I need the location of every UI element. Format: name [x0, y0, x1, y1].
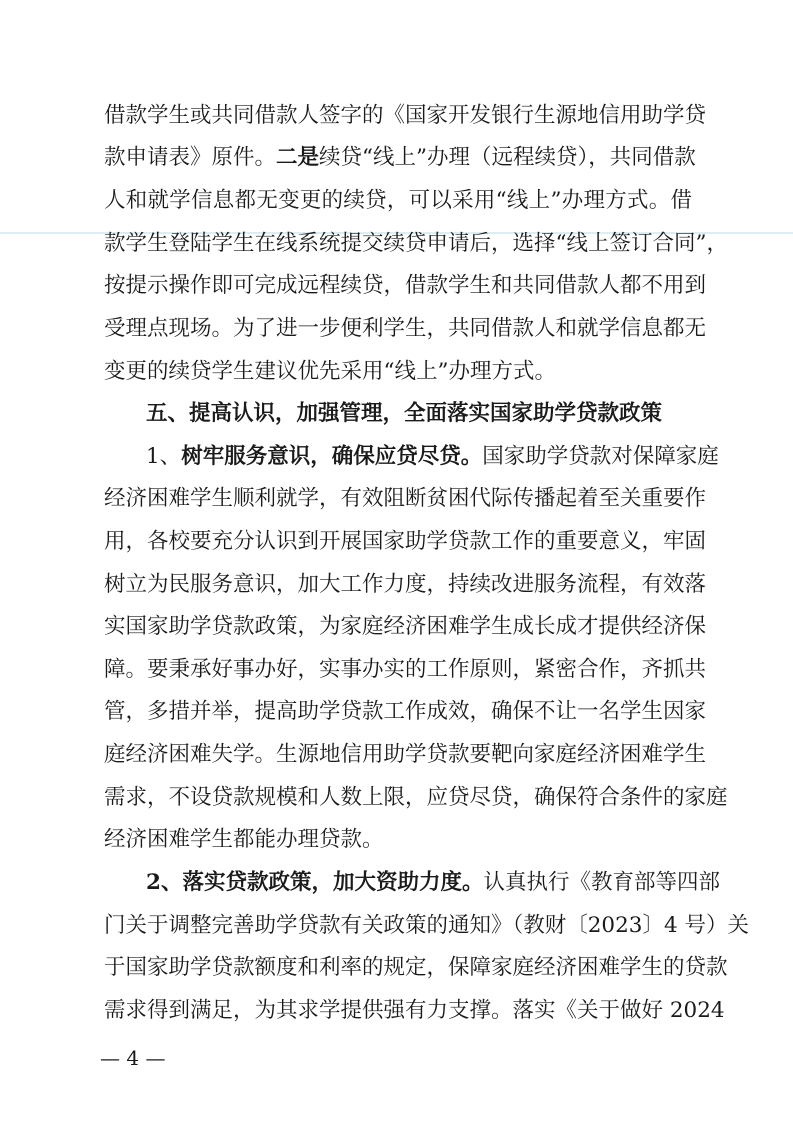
item-2-title: 落实贷款政策，加大资助力度。 [182, 870, 484, 895]
page-number: — 4 — [100, 1046, 166, 1070]
bold-marker: 二是 [276, 145, 320, 170]
item-1-line [104, 437, 719, 477]
body-line: 于国家助学贷款额度和利率的规定，保障家庭经济困难学生的贷款 [104, 955, 728, 980]
body-line: 门关于调整完善助学贷款有关政策的通知》（教财〔2023〕4 号）关 [104, 913, 749, 938]
body-line: 经济困难学生都能办理贷款。 [104, 827, 384, 852]
body-line: 用，各校要充分认识到开展国家助学贷款工作的重要意义，牢固 [104, 529, 707, 554]
body-line: 受理点现场。为了进一步便利学生，共同借款人和就学信息都无 [104, 316, 707, 341]
body-line: 树立为民服务意识，加大工作力度，持续改进服务流程，有效落 [104, 572, 707, 597]
section-heading: 五、提高认识，加强管理，全面落实国家助学贷款政策 [146, 401, 663, 426]
item-1-title: 树牢服务意识，确保应贷尽贷。 [181, 444, 483, 469]
body-line: 按提示操作即可完成远程续贷，借款学生和共同借款人都不用到 [104, 273, 707, 298]
item-2-number: 2、 [146, 870, 183, 895]
body-text: 国家助学贷款对保障家庭 [482, 444, 719, 469]
body-line: 需求，不设贷款规模和人数上限，应贷尽贷，确保符合条件的家庭 [104, 785, 728, 810]
body-line: 经济困难学生顺利就学，有效阻断贫困代际传播起着至关重要作 [104, 486, 707, 511]
body-line: 需求得到满足，为其求学提供强有力支撑。落实《关于做好 2024 [104, 998, 725, 1023]
body-text: 认真执行《教育部等四部 [483, 870, 720, 895]
body-line: 障。要秉承好事办好，实事办实的工作原则，紧密合作，齐抓共 [104, 657, 707, 682]
body-line: 人和就学信息都无变更的续贷，可以采用“线上”办理方式。借 [104, 188, 692, 213]
body-line: 管，多措并举，提高助学贷款工作成效，确保不让一名学生因家 [104, 699, 707, 724]
body-line: 借款学生或共同借款人签字的《国家开发银行生源地信用助学贷 [104, 103, 707, 128]
body-line: 庭经济困难失学。生源地信用助学贷款要靶向家庭经济困难学生 [104, 742, 707, 767]
body-line: 变更的续贷学生建议优先采用“线上”办理方式。 [104, 359, 556, 384]
body-line: 款学生登陆学生在线系统提交续贷申请后，选择“线上签订合同”， [104, 231, 728, 256]
body-text: 续贷“线上”办理（远程续贷），共同借款 [319, 145, 696, 170]
item-2-line [104, 863, 720, 903]
body-line [104, 138, 696, 178]
body-text: 款申请表》原件。 [104, 145, 277, 170]
item-1-number: 1、 [146, 444, 182, 469]
body-line: 实国家助学贷款政策，为家庭经济困难学生成长成才提供经济保 [104, 614, 707, 639]
